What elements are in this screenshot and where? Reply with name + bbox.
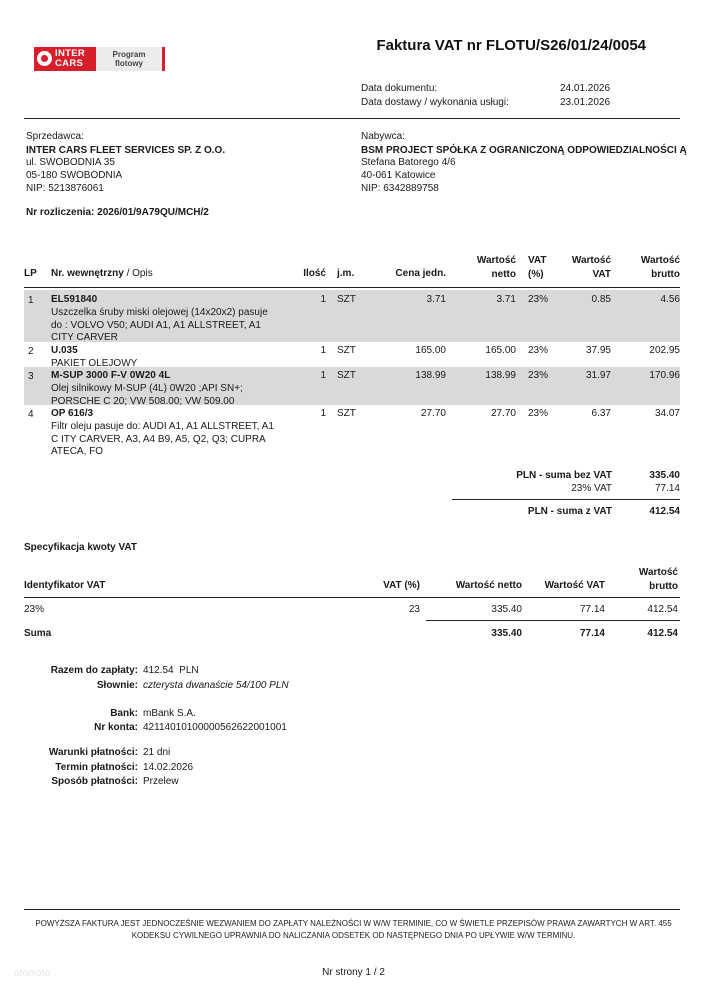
item-description-line: Filtr oleju pasuje do: AUDI A1, A1 ALLSTREET, A1: [51, 421, 274, 432]
vat-th-net: Wartość netto: [455, 580, 522, 591]
th-unit-price: Cena jedn.: [395, 268, 446, 279]
item-gross: 4.56: [660, 294, 680, 305]
settlement-number: Nr rozliczenia: 2026/01/9A79QU/MCH/2: [26, 207, 209, 218]
item-qty: 1: [320, 345, 326, 356]
account-label: Nr konta:: [94, 722, 138, 733]
page-number: Nr strony 1 / 2: [322, 967, 385, 978]
due-value: 14.02.2026: [143, 762, 194, 773]
header-divider: [24, 118, 680, 119]
terms-label: Warunki płatności:: [48, 747, 138, 758]
item-price: 27.70: [420, 408, 446, 419]
delivery-date: 23.01.2026: [560, 97, 611, 108]
watermark: otomoto: [14, 968, 51, 979]
footer-legal-line2: KODEKSU CYWILNEGO UPRAWNIA DO NALICZANIA ODSETEK OD NASTĘPNEGO DNIA PO UPŁYWIE W/W TERMINU.: [131, 931, 576, 940]
seller-name: INTER CARS FLEET SERVICES SP. Z O.O.: [26, 145, 226, 156]
item-unit: SZT: [337, 408, 356, 419]
item-description-line: C ITY CARVER, A3, A4 B9, A5, Q2, Q3; CUPRA: [51, 433, 266, 445]
buyer-street: Stefana Batorego 4/6: [361, 157, 456, 168]
item-net: 165.00: [485, 345, 516, 356]
intercars-logo: [34, 47, 165, 71]
vat-sum-vat: 77.14: [579, 628, 605, 639]
item-vat-value: 37.95: [585, 345, 611, 356]
item-code: M-SUP 3000 F-V 0W20 4L: [51, 370, 171, 381]
item-code: U.035: [51, 345, 78, 356]
seller-label: Sprzedawca:: [26, 131, 84, 142]
item-vat: 23%: [528, 294, 549, 305]
footer-divider: [24, 909, 680, 910]
item-vat-value: 6.37: [591, 408, 611, 419]
words-value: czterysta dwanaście 54/100 PLN: [143, 680, 289, 691]
doc-date-label: Data dokumentu:: [361, 83, 438, 94]
item-gross: 170.96: [649, 370, 680, 381]
item-unit: SZT: [337, 294, 356, 305]
vat-row-id: 23%: [24, 604, 45, 615]
vat-row-net: 335.40: [491, 604, 522, 615]
total-net: 335.40: [649, 470, 680, 481]
table-header-divider: [24, 287, 680, 288]
item-description-line: do : VOLVO V50; AUDI A1, A1 ALLSTREET, A1: [51, 319, 261, 331]
th-net: Wartość netto: [476, 255, 516, 280]
item-description-line: CITY CARVER: [51, 332, 118, 343]
item-description-line: Olej silnikowy M-SUP (4L) 0W20 ;API SN+;: [51, 383, 243, 394]
vat-header-divider: [24, 597, 680, 598]
item-net: 3.71: [496, 294, 516, 305]
item-vat: 23%: [528, 370, 549, 381]
item-qty: 1: [320, 294, 326, 305]
doc-date: 24.01.2026: [560, 83, 611, 94]
item-qty: 1: [320, 370, 326, 381]
item-vat: 23%: [528, 345, 549, 356]
vat-th-vat: Wartość VAT: [544, 580, 605, 591]
item-description-line: ATECA, FO: [51, 446, 104, 457]
words-label: Słownie:: [96, 680, 138, 691]
item-description-line: Uszczelka śruby miski olejowej (14x20x2) pasuje: [51, 307, 268, 318]
item-price: 3.71: [426, 294, 446, 305]
item-price: 138.99: [415, 370, 446, 381]
logo-program-text: Program flotowy: [112, 50, 146, 68]
item-vat-value: 31.97: [585, 370, 611, 381]
item-description-line: PAKIET OLEJOWY: [51, 358, 138, 369]
vat-sum-net: 335.40: [491, 628, 522, 639]
vat-spec-title: Specyfikacja kwoty VAT: [24, 542, 138, 553]
item-lp: 2: [28, 346, 34, 357]
th-vat-value: Wartość VAT: [571, 255, 611, 280]
item-price: 165.00: [415, 345, 446, 356]
item-net: 138.99: [485, 370, 516, 381]
item-gross: 34.07: [654, 408, 680, 419]
th-unit: j.m.: [337, 268, 355, 279]
method-label: Sposób płatności:: [51, 776, 138, 787]
th-qty: Ilość: [303, 268, 326, 279]
th-code: [51, 267, 153, 281]
logo-program-block: [96, 47, 165, 71]
buyer-city: 40-061 Katowice: [361, 170, 436, 181]
vat-sum-gross: 412.54: [647, 628, 678, 639]
item-net: 27.70: [490, 408, 516, 419]
to-pay-label: Razem do zapłaty:: [50, 665, 138, 676]
th-code-bold: Nr. wewnętrzny: [51, 268, 124, 279]
item-description-line: PORSCHE C 20; VW 508.00; VW 509.00: [51, 395, 235, 407]
bank-value: mBank S.A.: [143, 708, 196, 719]
item-unit: SZT: [337, 345, 356, 356]
buyer-label: Nabywca:: [361, 131, 405, 142]
item-qty: 1: [320, 408, 326, 419]
vat-th-rate: VAT (%): [383, 580, 420, 591]
total-vat-label: 23% VAT: [571, 483, 612, 494]
account-value: 42114010100000562622001001: [143, 722, 287, 733]
terms-value: 21 dni: [143, 747, 171, 758]
buyer-nip: NIP: 6342889758: [361, 183, 439, 194]
logo-red-block: [34, 47, 96, 71]
method-value: Przelew: [143, 776, 179, 787]
item-vat: 23%: [528, 408, 549, 419]
to-pay-value: 412.54 PLN: [143, 665, 199, 676]
seller-street: ul. SWOBODNIA 35: [26, 157, 115, 168]
total-gross: 412.54: [649, 506, 680, 517]
seller-city: 05-180 SWOBODNIA: [26, 170, 123, 181]
total-net-label: PLN - suma bez VAT: [516, 470, 612, 481]
buyer-name: BSM PROJECT SPÓŁKA Z OGRANICZONĄ ODPOWIEDZIALNOŚCI Ą: [361, 145, 687, 156]
th-lp: LP: [24, 268, 37, 279]
due-label: Termin płatności:: [55, 762, 138, 773]
vat-sum-divider: [426, 620, 680, 621]
item-lp: 3: [28, 371, 34, 382]
invoice-title: Faktura VAT nr FLOTU/S26/01/24/0054: [376, 37, 646, 54]
item-lp: 1: [28, 295, 34, 306]
item-lp: 4: [28, 409, 34, 420]
item-unit: SZT: [337, 370, 356, 381]
vat-sum-label: Suma: [24, 628, 52, 639]
th-gross: Wartość brutto: [640, 255, 680, 280]
th-vat-rate: VAT (%): [528, 255, 547, 280]
total-gross-label: PLN - suma z VAT: [527, 506, 612, 517]
logo-circle-icon: [37, 51, 52, 66]
vat-row-rate: 23: [408, 604, 420, 615]
bank-label: Bank:: [110, 708, 138, 719]
item-code: EL591840: [51, 294, 98, 305]
th-code-rest: / Opis: [123, 268, 153, 279]
logo-brand-text: INTER CARS: [55, 48, 85, 69]
footer-legal-line1: POWYŻSZA FAKTURA JEST JEDNOCZEŚNIE WEZWANIEM DO ZAPŁATY NALEŻNOŚCI W W/W TERMINIE, CO W ŚWIETLE PRZEPISÓW PRAWA ZAWARTYCH W ART. 455: [35, 919, 672, 928]
vat-th-id: Identyfikator VAT: [24, 580, 106, 591]
vat-th-gross: Wartość brutto: [638, 567, 678, 592]
seller-nip: NIP: 5213876061: [26, 183, 104, 194]
item-vat-value: 0.85: [591, 294, 611, 305]
vat-row-gross: 412.54: [647, 604, 678, 615]
item-gross: 202.95: [649, 345, 680, 356]
delivery-date-label: Data dostawy / wykonania usługi:: [361, 97, 509, 108]
total-vat: 77.14: [654, 483, 680, 494]
totals-divider: [452, 499, 680, 500]
item-code: OP 616/3: [51, 408, 94, 419]
vat-row-vat: 77.14: [579, 604, 605, 615]
